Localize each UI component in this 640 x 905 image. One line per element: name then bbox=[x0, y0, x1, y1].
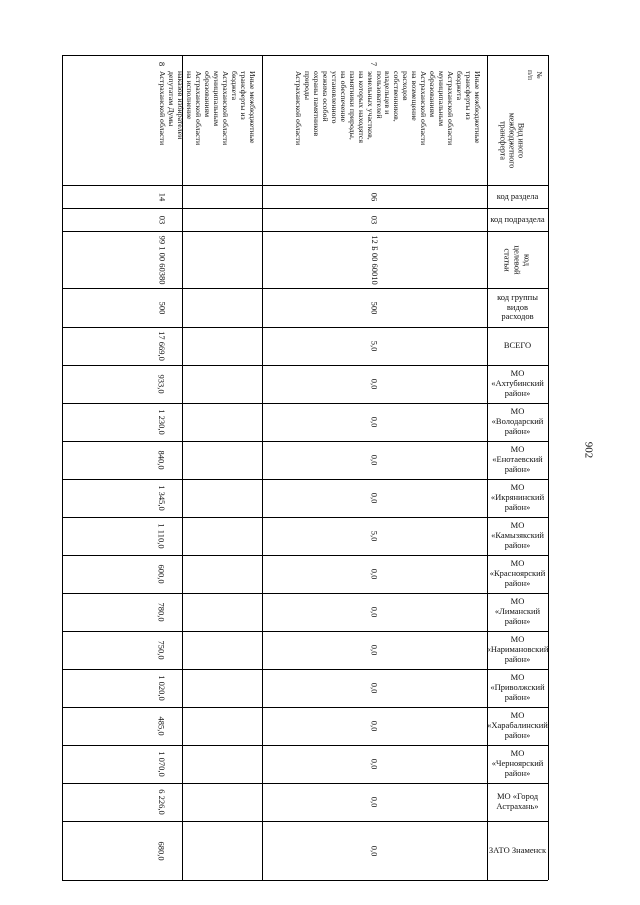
row-value-text: 0,0 bbox=[369, 606, 380, 618]
row-value bbox=[262, 669, 487, 707]
row-type-text: Иные межбюджетные трансферты из бюджета Астраханской области муниципальным образованиям Астраханской области на возмещение расходов собственников, владельцев и пользователей земельных участков, на которых находятся памятники природы, на обеспечение установленного режима особой охраны памятников природы Астраханской области bbox=[293, 71, 482, 146]
row-expense-text: 500 bbox=[369, 301, 380, 314]
row-value bbox=[62, 745, 262, 783]
row-section bbox=[62, 185, 262, 208]
row-value-text: 0,0 bbox=[369, 568, 380, 580]
row-value bbox=[262, 555, 487, 593]
header-section: код раздела bbox=[496, 190, 539, 201]
row-target-text: 12 Б 00 60010 bbox=[369, 234, 380, 285]
row-subsection-text: 03 bbox=[369, 215, 380, 224]
row-type-description bbox=[262, 69, 487, 185]
row-value bbox=[262, 479, 487, 517]
row-total bbox=[262, 327, 487, 365]
row-value bbox=[262, 745, 487, 783]
row-value-text: 1 020,0 bbox=[157, 675, 167, 701]
row-value bbox=[62, 555, 262, 593]
row-value bbox=[62, 821, 262, 880]
row-value-text: 485,0 bbox=[157, 716, 167, 736]
table-col-line bbox=[548, 55, 549, 880]
row-number-text: 7 bbox=[369, 61, 380, 67]
row-number-text: 8 bbox=[157, 61, 167, 67]
header-municipality: МО «Черноярский район» bbox=[491, 748, 544, 778]
header-subsection: код подраздела bbox=[490, 213, 545, 224]
row-value-text: 0,0 bbox=[369, 644, 380, 656]
row-value-text: 5,0 bbox=[369, 530, 380, 542]
row-value-text: 0,0 bbox=[369, 492, 380, 504]
row-value-text: 1 110,0 bbox=[157, 523, 167, 549]
table-row-line bbox=[62, 880, 548, 881]
header-municipality: МО «Приволжский район» bbox=[490, 672, 545, 702]
header-municipality: МО «Володарский район» bbox=[491, 406, 544, 436]
row-value-text: 750,0 bbox=[157, 640, 167, 660]
header-num bbox=[522, 55, 548, 95]
page-number: 902 bbox=[582, 441, 594, 459]
row-expense bbox=[62, 288, 262, 327]
row-value-text: 1 070,0 bbox=[157, 751, 167, 777]
row-value bbox=[62, 365, 262, 403]
row-value bbox=[262, 403, 487, 441]
row-section-text: 14 bbox=[157, 192, 167, 201]
header-expense: код группы видов расходов bbox=[497, 291, 538, 322]
header-municipality: МО «Енотаевский район» bbox=[492, 444, 543, 474]
header-type bbox=[487, 95, 537, 185]
row-value bbox=[262, 517, 487, 555]
row-value-text: 780,0 bbox=[157, 602, 167, 622]
row-subsection bbox=[62, 208, 262, 231]
transfer-table bbox=[62, 55, 548, 880]
row-value bbox=[62, 441, 262, 479]
row-value bbox=[262, 783, 487, 821]
header-num-text: № п/п bbox=[526, 69, 544, 81]
row-value bbox=[262, 593, 487, 631]
row-value-text: 0,0 bbox=[369, 845, 380, 856]
row-value-text: 1 345,0 bbox=[157, 485, 167, 511]
row-value-text: 680,0 bbox=[157, 840, 167, 861]
row-value-text: 0,0 bbox=[369, 758, 380, 770]
header-municipality: МО «Харабалинский район» bbox=[487, 710, 548, 740]
row-target-text: 99 1 00 60380 bbox=[157, 235, 167, 284]
row-target bbox=[262, 231, 487, 288]
header-municipality: МО «Красноярский район» bbox=[489, 558, 546, 588]
row-target bbox=[62, 231, 262, 288]
header-municipality: МО «Камызякский район» bbox=[491, 520, 544, 550]
row-value bbox=[262, 707, 487, 745]
header-municipality: МО «Икрянинский район» bbox=[490, 482, 545, 512]
row-type-description bbox=[62, 69, 262, 185]
row-total-text: 17 669,0 bbox=[157, 331, 167, 361]
row-value-text: 0,0 bbox=[369, 378, 380, 390]
header-type-text: Вид иного межбюджетного трансферта bbox=[498, 112, 526, 168]
row-type-text: Иные межбюджетные трансферты из бюджета Астраханской области муниципальным образованиям Астраханской области на исполнение наказов избирателей депутатам Думы Астраханской области bbox=[158, 71, 257, 146]
row-value bbox=[62, 783, 262, 821]
row-value-text: 0,0 bbox=[369, 416, 380, 428]
row-value bbox=[62, 517, 262, 555]
row-value bbox=[62, 479, 262, 517]
row-value-text: 0,0 bbox=[369, 682, 380, 694]
row-value-text: 933,0 bbox=[157, 374, 167, 394]
header-municipality: МО «Город Астрахань» bbox=[496, 791, 539, 811]
row-value-text: 0,0 bbox=[369, 796, 380, 808]
row-section-text: 06 bbox=[369, 192, 380, 201]
row-value bbox=[262, 441, 487, 479]
row-value bbox=[62, 669, 262, 707]
header-municipality: МО «Наримановский район» bbox=[486, 634, 549, 664]
header-municipality: МО «Лиманский район» bbox=[494, 596, 541, 626]
row-value bbox=[262, 365, 487, 403]
row-value bbox=[62, 403, 262, 441]
row-total-text: 5,0 bbox=[369, 340, 380, 352]
row-value-text: 1 230,0 bbox=[157, 409, 167, 435]
row-value-text: 600,0 bbox=[157, 564, 167, 584]
row-value-text: 840,0 bbox=[157, 450, 167, 470]
row-value bbox=[262, 631, 487, 669]
header-municipality: ЗАТО Знаменск bbox=[488, 844, 547, 855]
row-value-text: 6 226,0 bbox=[157, 789, 167, 815]
header-target bbox=[487, 231, 548, 288]
header-total: ВСЕГО bbox=[503, 340, 532, 351]
row-value bbox=[62, 593, 262, 631]
row-subsection-text: 03 bbox=[157, 215, 167, 224]
row-value bbox=[62, 631, 262, 669]
row-expense bbox=[262, 288, 487, 327]
row-value-text: 0,0 bbox=[369, 720, 380, 732]
row-total bbox=[62, 327, 262, 365]
row-value-text: 0,0 bbox=[369, 454, 380, 466]
row-subsection bbox=[262, 208, 487, 231]
row-expense-text: 500 bbox=[157, 301, 167, 314]
row-value bbox=[62, 707, 262, 745]
header-municipality: МО «Ахтубинский район» bbox=[491, 368, 544, 398]
row-value bbox=[262, 821, 487, 880]
row-section bbox=[262, 185, 487, 208]
header-target-text: код целевой статьи bbox=[502, 244, 533, 275]
